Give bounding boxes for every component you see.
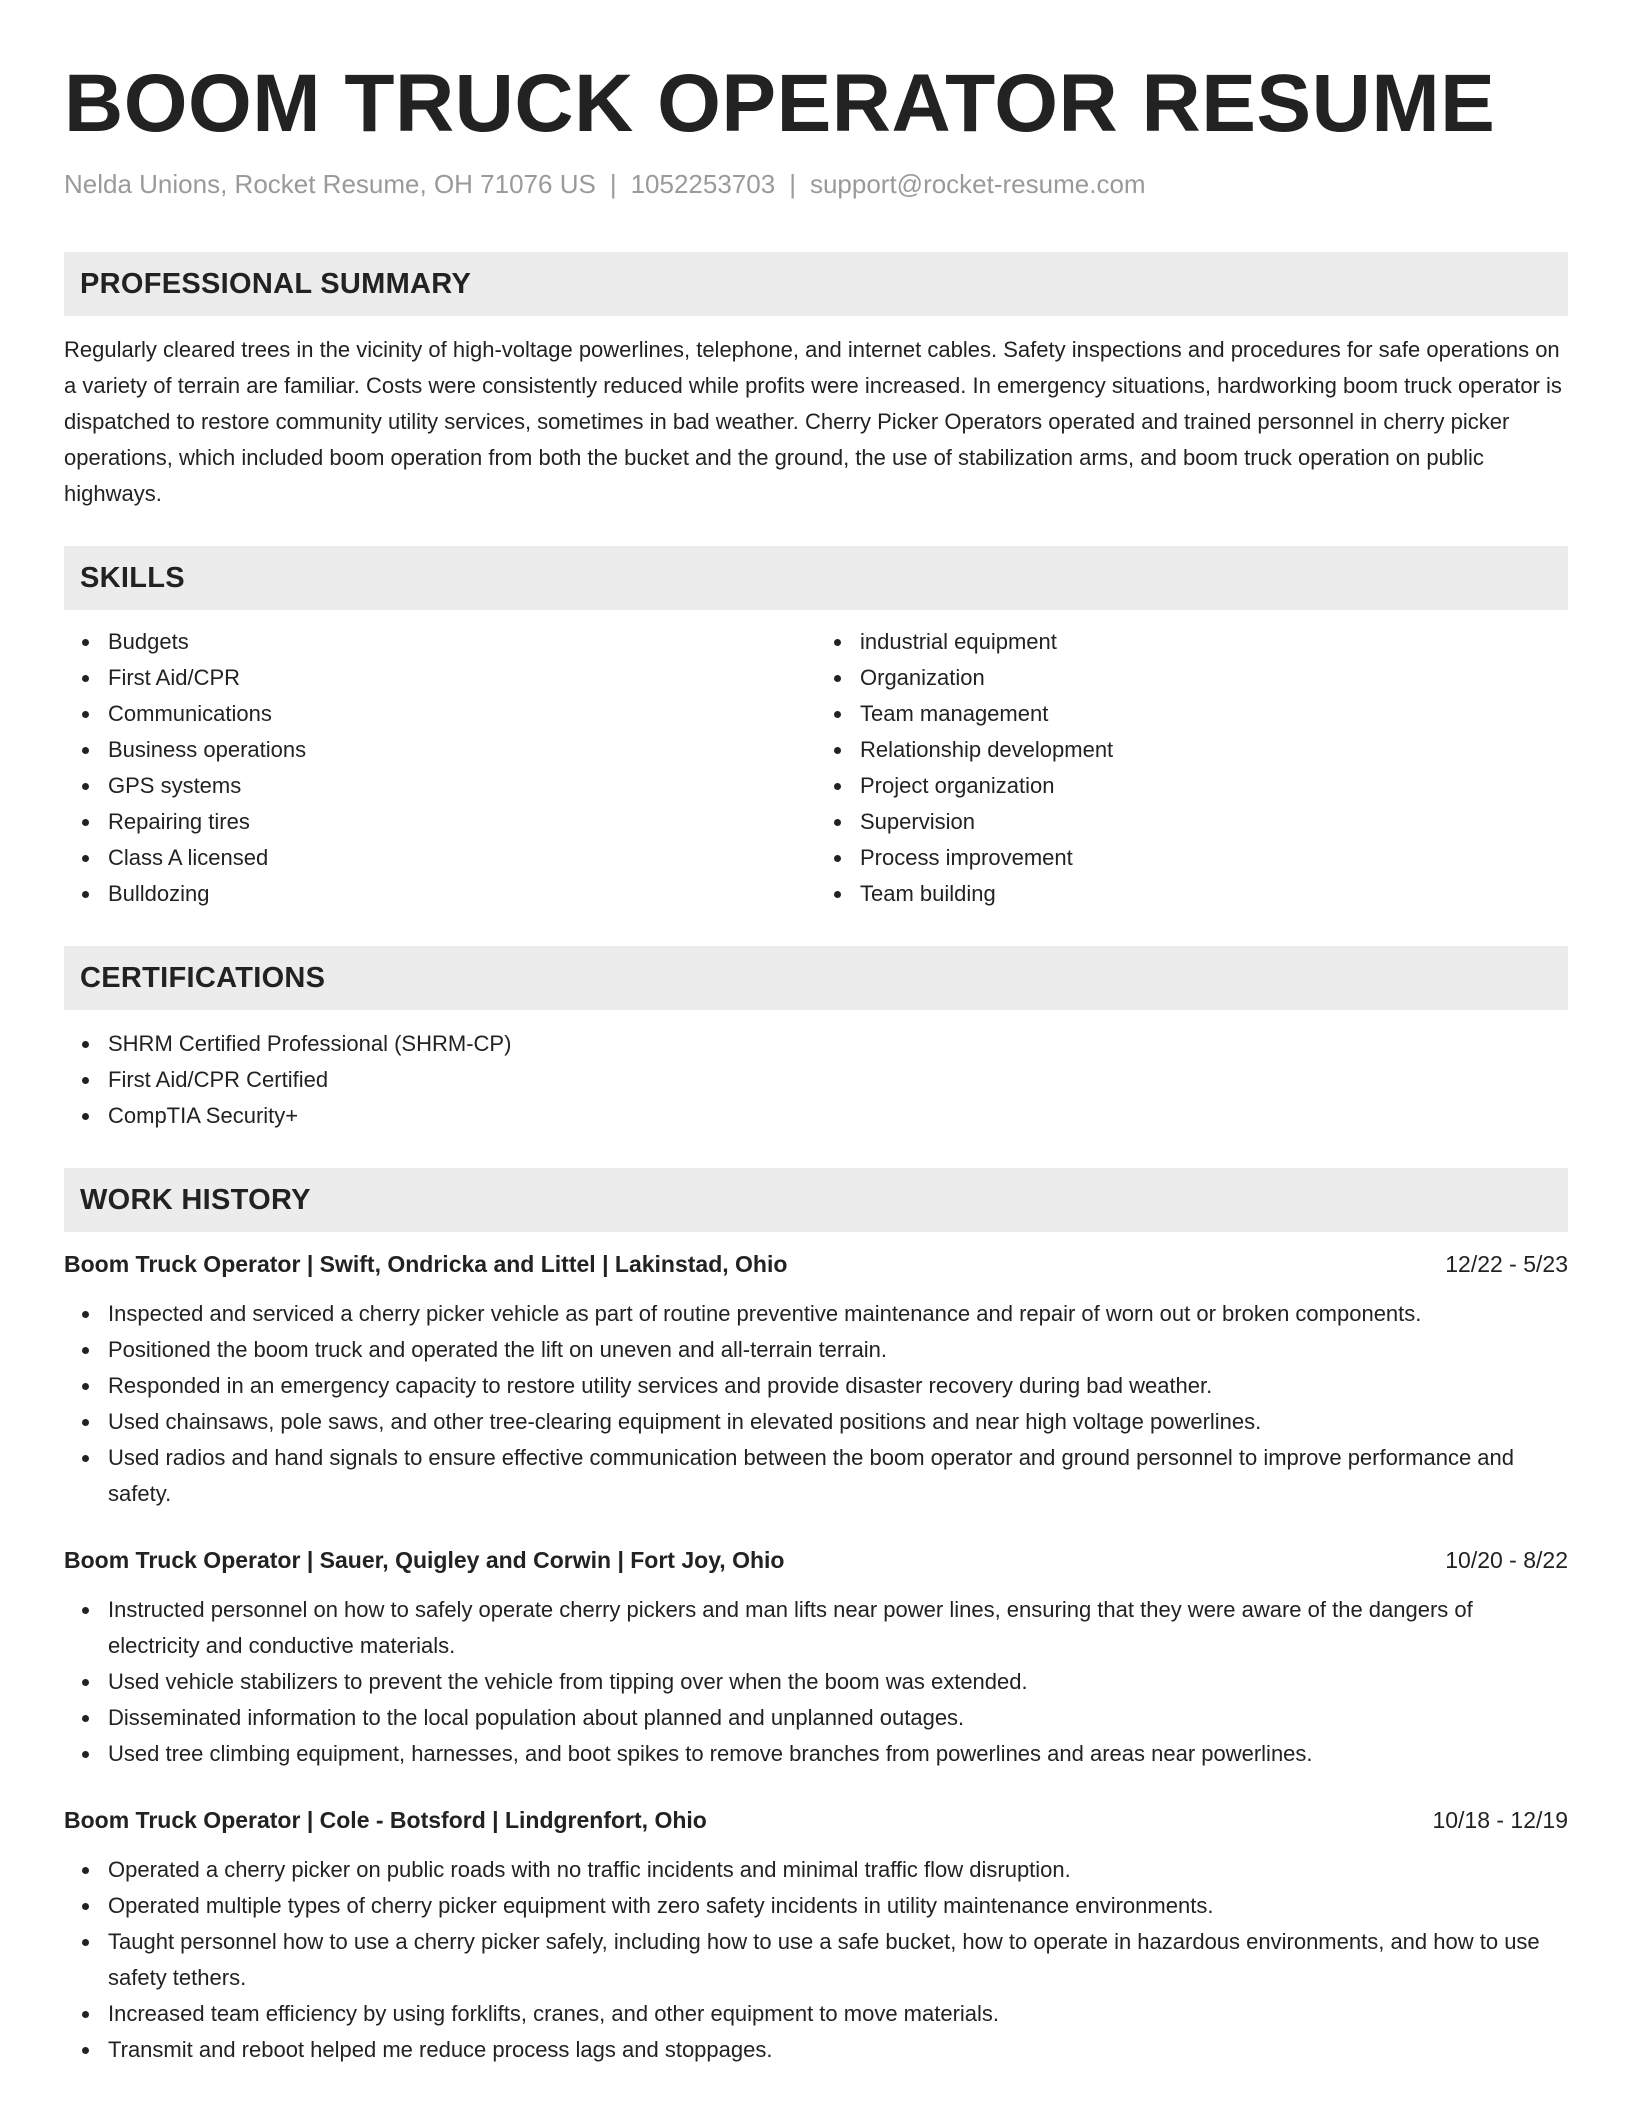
certifications-list <box>64 1026 1568 1134</box>
skill-item: Project organization <box>860 768 1568 804</box>
skill-item: Communications <box>108 696 816 732</box>
job-duties-list <box>64 1852 1568 2068</box>
skill-item: Repairing tires <box>108 804 816 840</box>
contact-separator: | <box>789 169 796 199</box>
job-dates: 12/22 - 5/23 <box>1445 1251 1568 1277</box>
job-duty-item: Used radios and hand signals to ensure effective communication between the boom operator and ground personnel to improve performance and safety. <box>108 1440 1568 1512</box>
certification-item: First Aid/CPR Certified <box>108 1062 1568 1098</box>
contact-separator: | <box>609 169 617 199</box>
job-duty-item: Transmit and reboot helped me reduce process lags and stoppages. <box>108 2032 1568 2068</box>
resume-title: BOOM TRUCK OPERATOR RESUME <box>64 58 1496 149</box>
skill-item: GPS systems <box>108 768 816 804</box>
job-duty-item: Used tree climbing equipment, harnesses, and boot spikes to remove branches from powerlines and areas near powerlines. <box>108 1736 1568 1772</box>
skill-item: Budgets <box>108 624 816 660</box>
skill-item: Team building <box>860 876 1568 912</box>
job-title: Boom Truck Operator | Sauer, Quigley and Corwin | Fort Joy, Ohio <box>64 1547 785 1573</box>
job-duty-item: Used chainsaws, pole saws, and other tree-clearing equipment in elevated positions and near high voltage powerlines. <box>108 1404 1568 1440</box>
section-header-certifications: CERTIFICATIONS <box>64 946 1568 1010</box>
skill-item: Organization <box>860 660 1568 696</box>
job-title: Boom Truck Operator | Swift, Ondricka and Littel | Lakinstad, Ohio <box>64 1251 788 1277</box>
job-duty-item: Operated multiple types of cherry picker equipment with zero safety incidents in utility maintenance environments. <box>108 1888 1568 1924</box>
job-duty-item: Increased team efficiency by using forklifts, cranes, and other equipment to move materials. <box>108 1996 1568 2032</box>
skill-item: Bulldozing <box>108 876 816 912</box>
certification-item: CompTIA Security+ <box>108 1098 1568 1134</box>
resume-page <box>64 0 1568 2068</box>
skill-item: Process improvement <box>860 840 1568 876</box>
section-header-skills: SKILLS <box>64 546 1568 610</box>
skill-item: First Aid/CPR <box>108 660 816 696</box>
professional-summary-text: Regularly cleared trees in the vicinity of high-voltage powerlines, telephone, and internet cables. Safety inspections and procedures for safe operations on a variety of terrain are familiar. Costs were consistently reduced while profits were increased. In emergency situations, hardworking boom truck operator is dispatched to restore community utility services, sometimes in bad weather. Cherry Picker Operators operated and trained personnel in cherry picker operations, which included boom operation from both the bucket and the ground, the use of stabilization arms, and boom truck operation on public highways. <box>64 337 1562 506</box>
job-entry <box>64 1542 1568 1772</box>
job-dates: 10/18 - 12/19 <box>1432 1807 1568 1833</box>
job-duty-item: Inspected and serviced a cherry picker vehicle as part of routine preventive maintenance and repair of worn out or broken components. <box>108 1296 1568 1332</box>
skills-list-left <box>64 624 816 912</box>
job-duty-item: Taught personnel how to use a cherry picker safely, including how to use a safe bucket, how to operate in hazardous environments, and how to use safety tethers. <box>108 1924 1568 1996</box>
job-duties-list <box>64 1592 1568 1772</box>
skill-item: Team management <box>860 696 1568 732</box>
job-duties-list <box>64 1296 1568 1512</box>
certification-item: SHRM Certified Professional (SHRM-CP) <box>108 1026 1568 1062</box>
section-header-work-history: WORK HISTORY <box>64 1168 1568 1232</box>
job-entry <box>64 1246 1568 1512</box>
contact-phone: 1052253703 <box>630 169 776 199</box>
skill-item: Relationship development <box>860 732 1568 768</box>
job-duty-item: Disseminated information to the local population about planned and unplanned outages. <box>108 1700 1568 1736</box>
skill-item: industrial equipment <box>860 624 1568 660</box>
job-duty-item: Used vehicle stabilizers to prevent the vehicle from tipping over when the boom was extended. <box>108 1664 1568 1700</box>
contact-line <box>64 166 1568 202</box>
job-header <box>64 1542 1568 1578</box>
skills-list-right <box>816 624 1568 912</box>
job-entry <box>64 1802 1568 2068</box>
job-duty-item: Operated a cherry picker on public roads with no traffic incidents and minimal traffic flow disruption. <box>108 1852 1568 1888</box>
skill-item: Business operations <box>108 732 816 768</box>
job-duty-item: Instructed personnel on how to safely operate cherry pickers and man lifts near power lines, ensuring that they were aware of the dangers of electricity and conductive materials. <box>108 1592 1568 1664</box>
job-header <box>64 1802 1568 1838</box>
section-header-professional-summary: PROFESSIONAL SUMMARY <box>64 252 1568 316</box>
job-title: Boom Truck Operator | Cole - Botsford | Lindgrenfort, Ohio <box>64 1807 707 1833</box>
work-history-list <box>64 1246 1568 2068</box>
job-header <box>64 1246 1568 1282</box>
skill-item: Class A licensed <box>108 840 816 876</box>
job-duty-item: Positioned the boom truck and operated the lift on uneven and all-terrain terrain. <box>108 1332 1568 1368</box>
job-duty-item: Responded in an emergency capacity to restore utility services and provide disaster recovery during bad weather. <box>108 1368 1568 1404</box>
contact-email: support@rocket-resume.com <box>809 169 1146 199</box>
skill-item: Supervision <box>860 804 1568 840</box>
skills-columns <box>64 624 1568 912</box>
contact-address: Nelda Unions, Rocket Resume, OH 71076 US <box>64 169 596 199</box>
job-dates: 10/20 - 8/22 <box>1445 1547 1568 1573</box>
